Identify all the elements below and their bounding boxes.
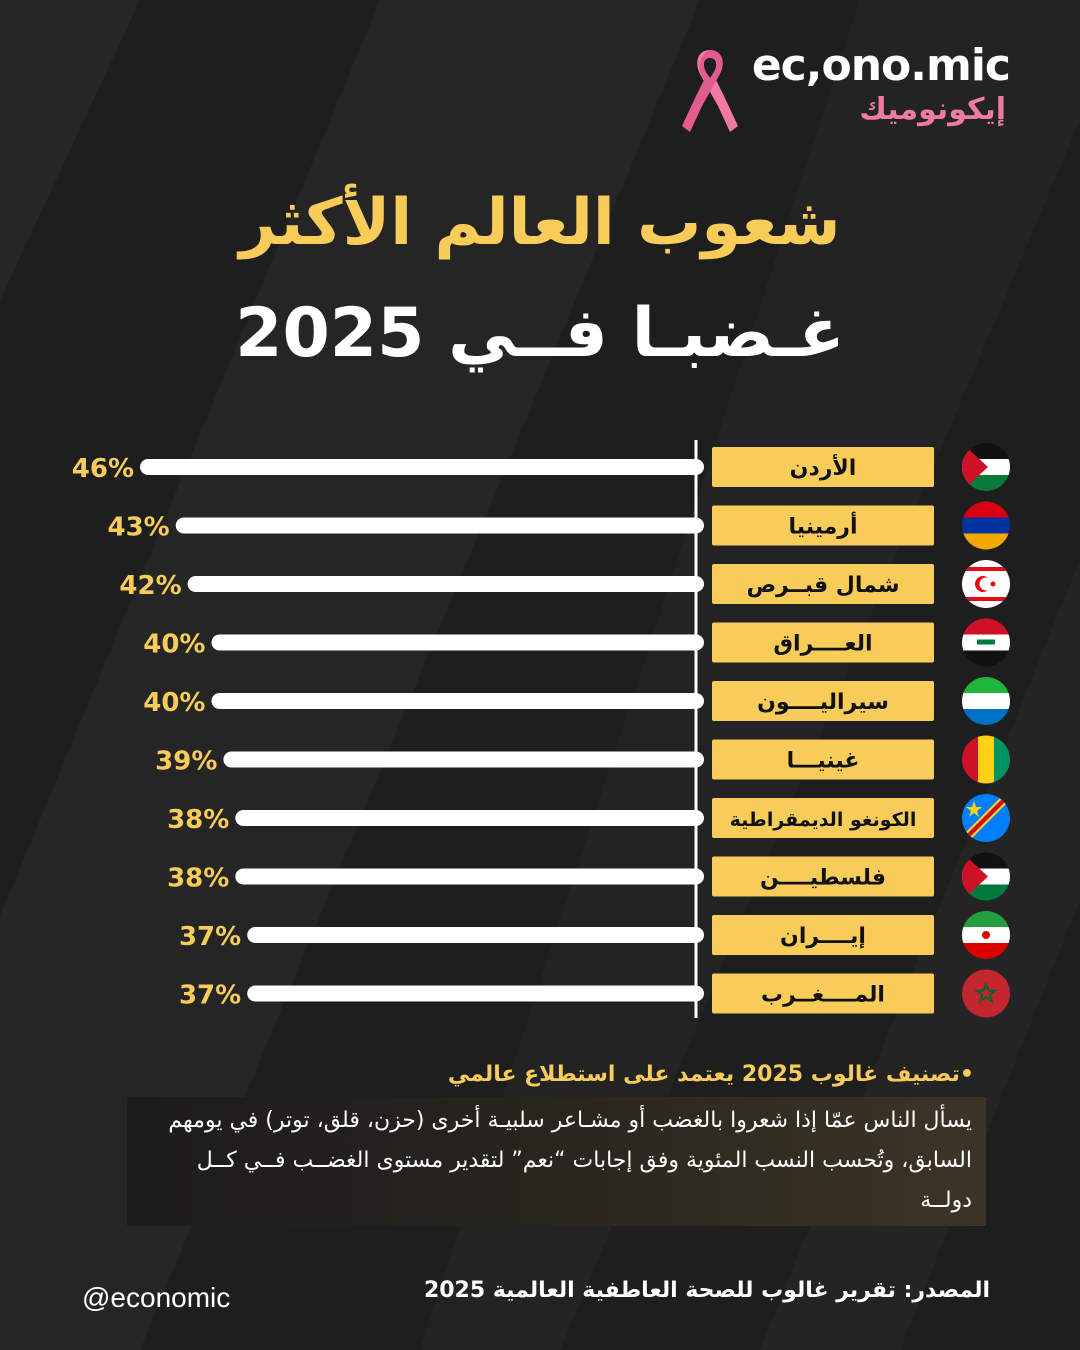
- bar-value-label: 37%: [178, 980, 242, 1011]
- pink-ribbon-icon: [680, 44, 740, 136]
- bar-value-label: 38%: [167, 805, 230, 835]
- bar-value-label: 40%: [143, 688, 206, 718]
- flag-stripe: [962, 518, 1010, 534]
- category-label: العــــراق: [773, 631, 873, 657]
- page-subtitle: غـضبـا فــي 2025: [235, 294, 845, 373]
- source-text: المصدر: تقرير غالوب للصحة العاطفية العالمية 2025: [423, 1278, 990, 1303]
- flag-stripe: [962, 911, 1010, 927]
- category-label: المــــغــرب: [761, 982, 885, 1008]
- flag-star: [991, 582, 996, 587]
- flag-stripe: [962, 693, 1010, 709]
- flag-stripe: [962, 534, 1010, 550]
- bar-value-label: 42%: [119, 571, 182, 601]
- brand-name-ar: إيكونوميك: [859, 92, 1006, 127]
- north-cyprus-flag-icon: [962, 560, 1010, 608]
- iran-flag-icon: [962, 911, 1010, 959]
- flag-stripe: [962, 619, 1010, 635]
- bar-value-label: 38%: [167, 863, 230, 894]
- brand-logo: [670, 40, 1010, 140]
- bar-value-label: 46%: [71, 454, 134, 484]
- guinea-flag-icon: [962, 736, 1010, 784]
- flag-script: [977, 640, 995, 645]
- category-label: أرمينيا: [788, 514, 858, 540]
- bar-chart: [0, 430, 1080, 1030]
- flag-stripe: [962, 943, 1010, 959]
- flag-stripe: [962, 651, 1010, 667]
- bar-value-label: 39%: [155, 746, 218, 777]
- palestine-flag-icon: [962, 853, 1010, 901]
- flag-field: [962, 970, 1010, 1018]
- category-label: الأردن: [789, 456, 857, 481]
- armenia-flag-icon: [962, 502, 1010, 550]
- flag-stripe: [962, 677, 1010, 693]
- category-label: فلسطيــــن: [759, 865, 887, 891]
- category-label: الكونغو الديمقراطية: [729, 809, 917, 831]
- flag-stripe: [962, 736, 978, 784]
- category-label: غينيـــا: [786, 748, 860, 774]
- jordan-flag-icon: [962, 443, 1010, 491]
- dr-congo-flag-icon: [962, 794, 1010, 842]
- social-handle: @economic: [82, 1282, 231, 1313]
- flag-stripe: [962, 709, 1010, 725]
- category-label: شمال قبــرص: [746, 573, 900, 598]
- bar-value-label: 43%: [107, 512, 170, 543]
- category-label: سيراليــــون: [757, 690, 889, 715]
- brand-name-en: ec,ono.mic: [751, 40, 1010, 91]
- category-label: إيــــران: [780, 924, 866, 949]
- flag-stripe: [962, 567, 1010, 571]
- flag-stripe: [978, 736, 994, 784]
- sierra-leone-flag-icon: [962, 677, 1010, 725]
- bar-value-label: 40%: [143, 629, 206, 660]
- note-body: يسأل الناس عمّا إذا شعروا بالغضب أو مشـاعر سلبيـة أخرى (حزن، قلق، توتر) في يومهم السابق، وتُحسب النسب المئوية وفق إجابات “نعم” لتقدير مستوى الغضــب فــي كــل دولــة: [168, 1108, 972, 1213]
- flag-stripe: [962, 502, 1010, 518]
- morocco-flag-icon: [962, 970, 1010, 1018]
- note-heading: •تصنيف غالوب 2025 يعتمد على استطلاع عالمي: [447, 1062, 974, 1087]
- page-title: شعوب العالم الأكثر: [239, 186, 841, 260]
- iraq-flag-icon: [962, 619, 1010, 667]
- flag-emblem: [982, 931, 990, 939]
- flag-stripe: [994, 736, 1010, 784]
- note-box: [127, 1097, 986, 1226]
- flag-stripe: [962, 597, 1010, 601]
- bar-value-label: 37%: [178, 922, 242, 952]
